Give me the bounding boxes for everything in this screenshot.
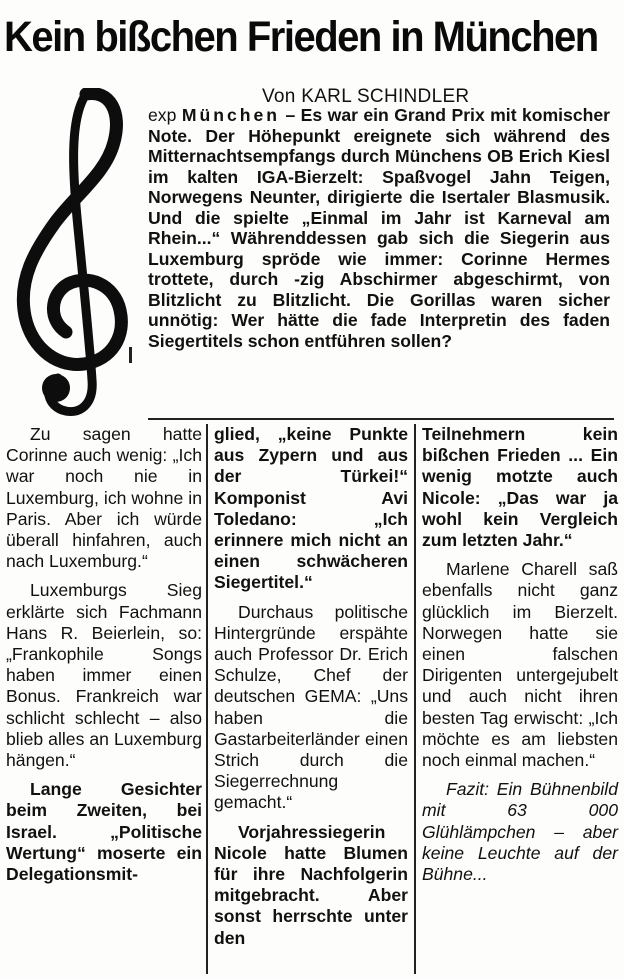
intro-prefix: exp xyxy=(148,105,177,125)
column-1-paragraph-1: Zu sagen hatte Corinne auch wenig: „Ich war noch nie in Luxemburg, ich wohne in Paris. Aber ich würde überall hinfahren, auch nach Luxemburg.“ xyxy=(6,424,202,572)
column-2 xyxy=(214,424,408,957)
treble-clef-icon xyxy=(14,88,130,418)
column-2-paragraph-1: glied, „keine Punkte aus Zypern und aus der Türkei!“ Komponist Avi Toledano: „Ich erinnere mich nicht an einen schwächeren Siegertitel.“ xyxy=(214,424,408,593)
column-2-paragraph-3: Vorjahressiegerin Nicole hatte Blumen für ihre Nachfolgerin mitgebracht. Aber sonst herrschte unter den xyxy=(214,821,408,948)
intro-divider xyxy=(148,418,614,420)
headline: Kein bißchen Frieden in München xyxy=(4,13,598,61)
intro-paragraph xyxy=(148,105,610,351)
clef-mark xyxy=(129,347,132,363)
column-divider-2 xyxy=(414,424,416,974)
column-3-paragraph-1: Teilnehmern kein bißchen Frieden ... Ein wenig motzte auch Nicole: „Das war ja wohl kein Vergleich zum letzten Jahr.“ xyxy=(422,424,618,551)
column-3-paragraph-3: Fazit: Ein Bühnenbild mit 63 000 Glühlämpchen – aber keine Leuchte auf der Bühne... xyxy=(422,779,618,885)
column-1-paragraph-3: Lange Gesichter beim Zweiten, bei Israel. „Politische Wertung“ moserte ein Delegationsmit- xyxy=(6,779,202,885)
byline: Von KARL SCHINDLER xyxy=(262,86,470,107)
column-1-paragraph-2: Luxemburgs Sieg erklärte sich Fachmann Hans R. Beierlein, so: „Frankophile Songs haben immer einen Bonus. Frankreich war schlicht schlecht – also blieb alles an Luxemburg hängen.“ xyxy=(6,580,202,771)
column-divider-1 xyxy=(206,424,208,974)
column-3 xyxy=(422,424,618,893)
column-1 xyxy=(6,424,202,893)
column-2-paragraph-2: Durchaus politische Hintergründe erspähte auch Professor Dr. Erich Schulze, Chef der deutschen GEMA: „Uns haben die Gastarbeiterländer einen Strich durch die Siegerrechnung gemacht.“ xyxy=(214,601,408,813)
column-3-paragraph-2: Marlene Charell saß ebenfalls nicht ganz glücklich im Bierzelt. Norwegen hatte sie einen falschen Dirigenten untergejubelt und auch nicht ihren besten Tag erwischt: „Ich möchte es am liebsten noch einmal machen.“ xyxy=(422,559,618,771)
intro-text: – Es war ein Grand Prix mit komischer Note. Der Höhepunkt ereignete sich während des Mitternachtsempfangs durch Münchens OB Erich Kiesl im kalten IGA-Bierzelt: Spaßvogel Jahn Teigen, Norwegens Neunter, dirigierte die Isertaler Blasmusik. Und die spielte „Einmal im Jahr ist Karneval am Rhein...“ Währenddessen gab sich die Siegerin aus Luxemburg spröde wie immer: Corinne Hermes trottete, durch -zig Abschirmer abgeschirmt, von Blitzlicht zu Blitzlicht. Die Gorillas waren sicher unnötig: Wer hätte die fade Interpretin des faden Siegertitels schon entführen sollen? xyxy=(148,105,610,351)
intro-location: München xyxy=(181,105,281,125)
